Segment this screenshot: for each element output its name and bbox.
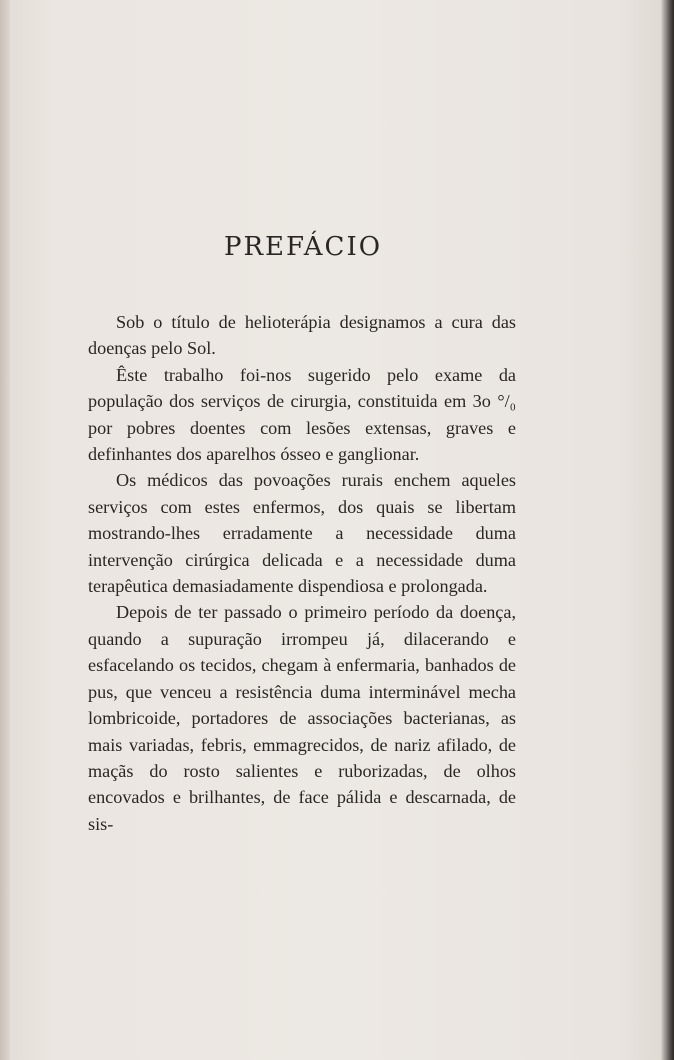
paragraph: Depois de ter passado o primeiro período da doença, quando a supuração irrompeu já, dilacerando e esfacelando os tecidos, chegam à enfermaria, banhados de pus, que venceu a resistência duma interminável mecha lombricoide, portadores de associações bacterianas, as mais variadas, febris, emmagrecidos, de nariz afilado, de maçãs do rosto salientes e ruborizadas, de olhos encovados e brilhantes, de face pálida e descarnada, de sis- <box>88 602 516 834</box>
paragraph: Sob o título de helioterápia designamos a cura das doenças pelo Sol. <box>88 312 516 359</box>
page-left-edge <box>0 0 10 1060</box>
paragraph: Os médicos das povoações rurais enchem aqueles serviços com estes enfermos, dos quais se libertam mostrando-lhes erradamente a necessidade duma intervenção cirúrgica delicada e a necessidade duma terapêutica demasiadamente dispendiosa e prolongada. <box>88 470 516 597</box>
paragraph: Êste trabalho foi-nos sugerido pelo exame da população dos serviços de cirurgia, constituida em 3o °/₀ por pobres doentes com lesões extensas, graves e definhantes dos aparelhos ósseo e ganglionar. <box>88 364 516 465</box>
page-title: PREFÁCIO <box>223 232 383 262</box>
page-right-edge-shadow <box>660 0 674 1060</box>
preface-body <box>88 309 516 837</box>
